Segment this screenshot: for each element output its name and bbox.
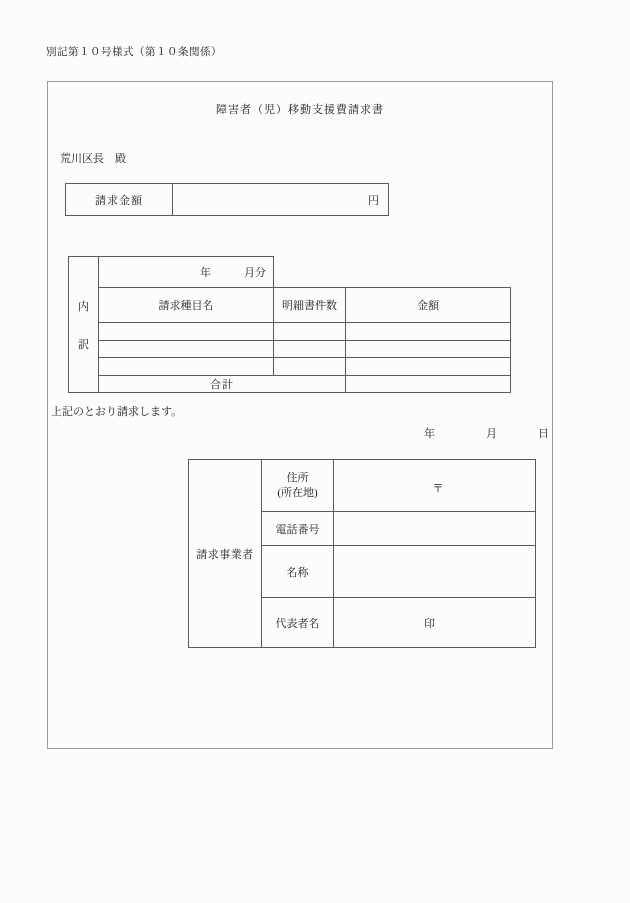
side-label-char-2: 訳 bbox=[78, 338, 89, 351]
total-amount-cell bbox=[346, 376, 511, 393]
breakdown-empty-row bbox=[69, 323, 511, 341]
address-label-line1: 住所 bbox=[286, 471, 309, 484]
header-amount: 金額 bbox=[346, 288, 511, 323]
amount-cell bbox=[346, 341, 511, 358]
side-label-char-1: 内 bbox=[78, 300, 89, 313]
claim-amount-label: 請求金額 bbox=[66, 184, 173, 216]
detail-count-cell bbox=[274, 341, 346, 358]
address-row bbox=[189, 460, 536, 512]
item-name-cell bbox=[99, 341, 274, 358]
phone-value-cell bbox=[334, 512, 536, 546]
item-name-cell bbox=[99, 323, 274, 341]
representative-label-cell: 代表者名 bbox=[262, 598, 334, 648]
breakdown-empty-row bbox=[69, 358, 511, 376]
breakdown-empty-row bbox=[69, 341, 511, 358]
detail-count-cell bbox=[274, 323, 346, 341]
item-name-cell bbox=[99, 358, 274, 376]
header-detail-count: 明細書件数 bbox=[274, 288, 346, 323]
biller-table bbox=[188, 459, 536, 648]
detail-count-cell bbox=[274, 358, 346, 376]
breakdown-side-label-cell bbox=[69, 257, 99, 393]
amount-cell bbox=[346, 323, 511, 341]
billing-period-cell: 年 月分 bbox=[99, 257, 274, 288]
date-month-label: 月 bbox=[486, 428, 497, 440]
biller-label-cell: 請求事業者 bbox=[189, 460, 262, 648]
header-item-name: 請求種目名 bbox=[99, 288, 274, 323]
address-label-cell bbox=[262, 460, 334, 512]
name-label-cell: 名称 bbox=[262, 546, 334, 598]
name-value-cell bbox=[334, 546, 536, 598]
address-label-line2: (所在地) bbox=[277, 486, 318, 499]
total-label: 合計 bbox=[99, 376, 346, 393]
period-row bbox=[69, 257, 511, 288]
statement-line: 上記のとおり請求します。 bbox=[51, 406, 183, 418]
representative-value-cell bbox=[334, 598, 536, 648]
addressee-line: 荒川区長 殿 bbox=[60, 153, 126, 165]
period-row-spacer bbox=[274, 257, 511, 288]
address-value-cell bbox=[334, 460, 536, 512]
seal-placeholder: 印 bbox=[424, 617, 435, 630]
form-designation-note: 別記第１０号様式（第１０条関係） bbox=[46, 47, 222, 58]
total-row bbox=[69, 376, 511, 393]
yen-unit-label: 円 bbox=[368, 194, 379, 207]
date-year-label: 年 bbox=[424, 428, 435, 440]
postal-mark: 〒 bbox=[432, 482, 444, 495]
date-day-label: 日 bbox=[538, 428, 549, 440]
claim-amount-row bbox=[66, 184, 389, 216]
claim-amount-table bbox=[65, 183, 389, 216]
claim-amount-value-cell bbox=[173, 184, 389, 216]
amount-cell bbox=[346, 358, 511, 376]
breakdown-table bbox=[68, 256, 511, 393]
breakdown-header-row bbox=[69, 288, 511, 323]
phone-label-cell: 電話番号 bbox=[262, 512, 334, 546]
page-title: 障害者（児）移動支援費請求書 bbox=[216, 104, 384, 116]
